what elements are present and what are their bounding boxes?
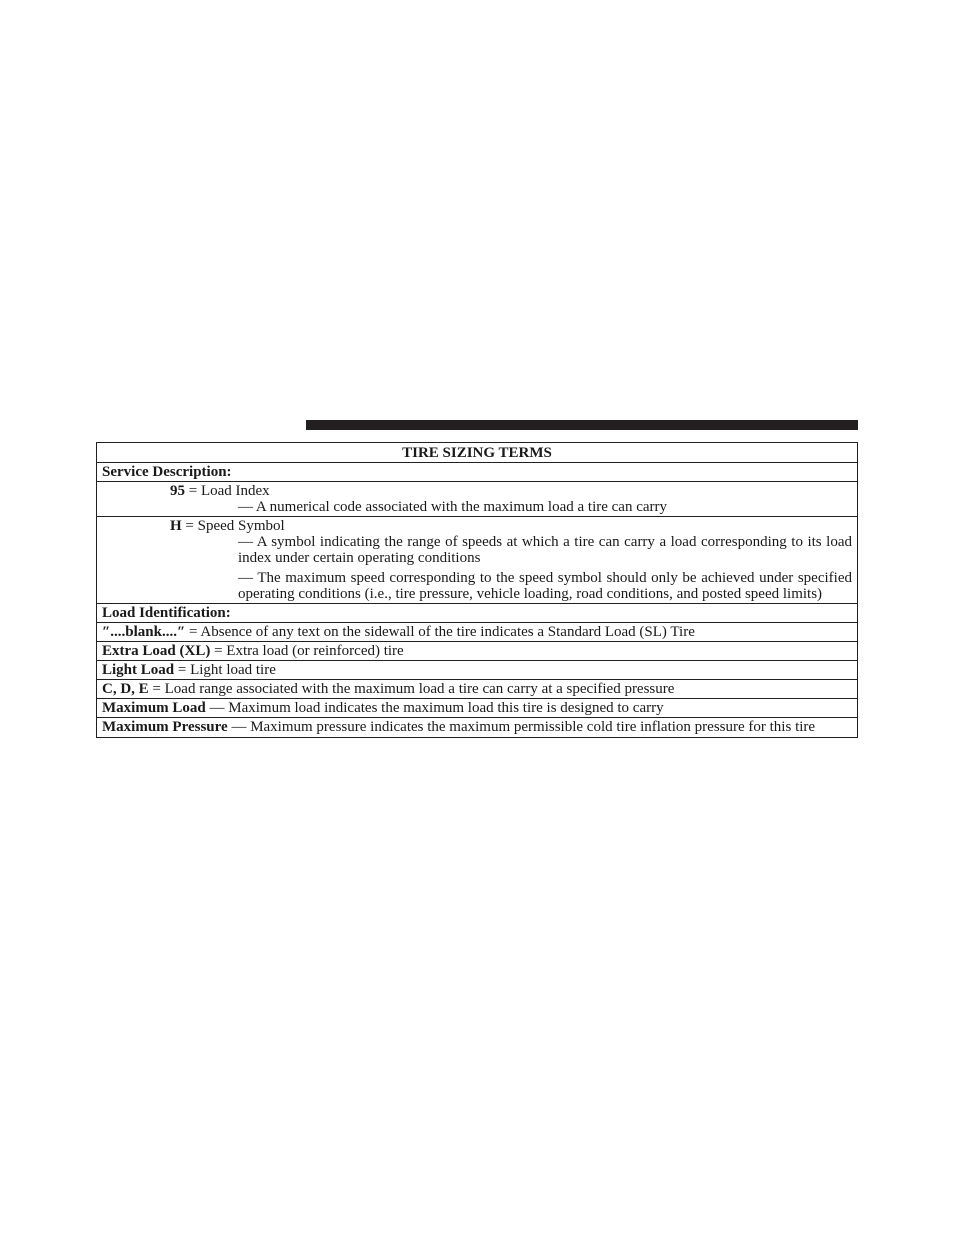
table-title: TIRE SIZING TERMS [97, 443, 858, 463]
load-id-blank-cell [97, 623, 858, 642]
load-index-description: — A numerical code associated with the maximum load a tire can carry [238, 499, 668, 515]
speed-symbol-row [97, 517, 858, 604]
load-id-desc: = Extra load (or reinforced) tire [210, 643, 404, 659]
load-id-desc: = Light load tire [174, 662, 276, 678]
maximum-load-term: Maximum Load [102, 700, 206, 716]
load-index-label: = Load Index [185, 483, 270, 499]
load-index-term [102, 483, 852, 499]
service-description-heading: Service Description: [97, 463, 858, 482]
load-id-desc: = Load range associated with the maximum load a tire can carry at a specified pressure [148, 681, 675, 697]
table-row [97, 623, 858, 642]
speed-symbol-label: = Speed Symbol [181, 518, 285, 534]
load-id-term: Light Load [102, 662, 175, 678]
load-identification-heading-row [97, 604, 858, 623]
load-id-term: Extra Load (XL) [102, 643, 211, 659]
maximum-pressure-desc: — Maximum pressure indicates the maximum permissible cold tire inflation pressure for this tire [227, 719, 816, 735]
load-identification-heading: Load Identification: [97, 604, 858, 623]
load-id-desc: = Absence of any text on the sidewall of the tire indicates a Standard Load (SL) Tire [185, 624, 695, 640]
speed-symbol-code: H [170, 518, 182, 534]
section-header-bar [306, 420, 858, 430]
table-row [97, 642, 858, 661]
load-index-row [97, 482, 858, 517]
speed-symbol-description-1: — A symbol indicating the range of speeds at which a tire can carry a load corresponding to its load index under certain operating conditions [238, 534, 852, 566]
load-id-term: ″....blank....″ [102, 624, 186, 640]
tire-sizing-terms-table [96, 442, 858, 738]
load-id-xl-cell [97, 642, 858, 661]
maximum-pressure-term: Maximum Pressure [102, 719, 228, 735]
maximum-load-row [97, 699, 858, 718]
load-id-light-cell [97, 661, 858, 680]
maximum-load-desc: — Maximum load indicates the maximum load this tire is designed to carry [205, 700, 664, 716]
service-description-heading-row [97, 463, 858, 482]
load-id-range-cell [97, 680, 858, 699]
speed-symbol-term [102, 518, 852, 534]
load-index-cell [97, 482, 858, 517]
load-id-term: C, D, E [102, 681, 149, 697]
table-row [97, 680, 858, 699]
maximum-load-cell [97, 699, 858, 718]
speed-symbol-cell [97, 517, 858, 604]
table-row [97, 661, 858, 680]
load-index-code: 95 [170, 483, 185, 499]
maximum-pressure-row [97, 718, 858, 738]
maximum-pressure-cell [97, 718, 858, 738]
table-title-row [97, 443, 858, 463]
speed-symbol-description-2: — The maximum speed corresponding to the speed symbol should only be achieved under specified operating conditions (i.e., tire pressure, vehicle loading, road conditions, and posted speed limits) [238, 570, 852, 602]
